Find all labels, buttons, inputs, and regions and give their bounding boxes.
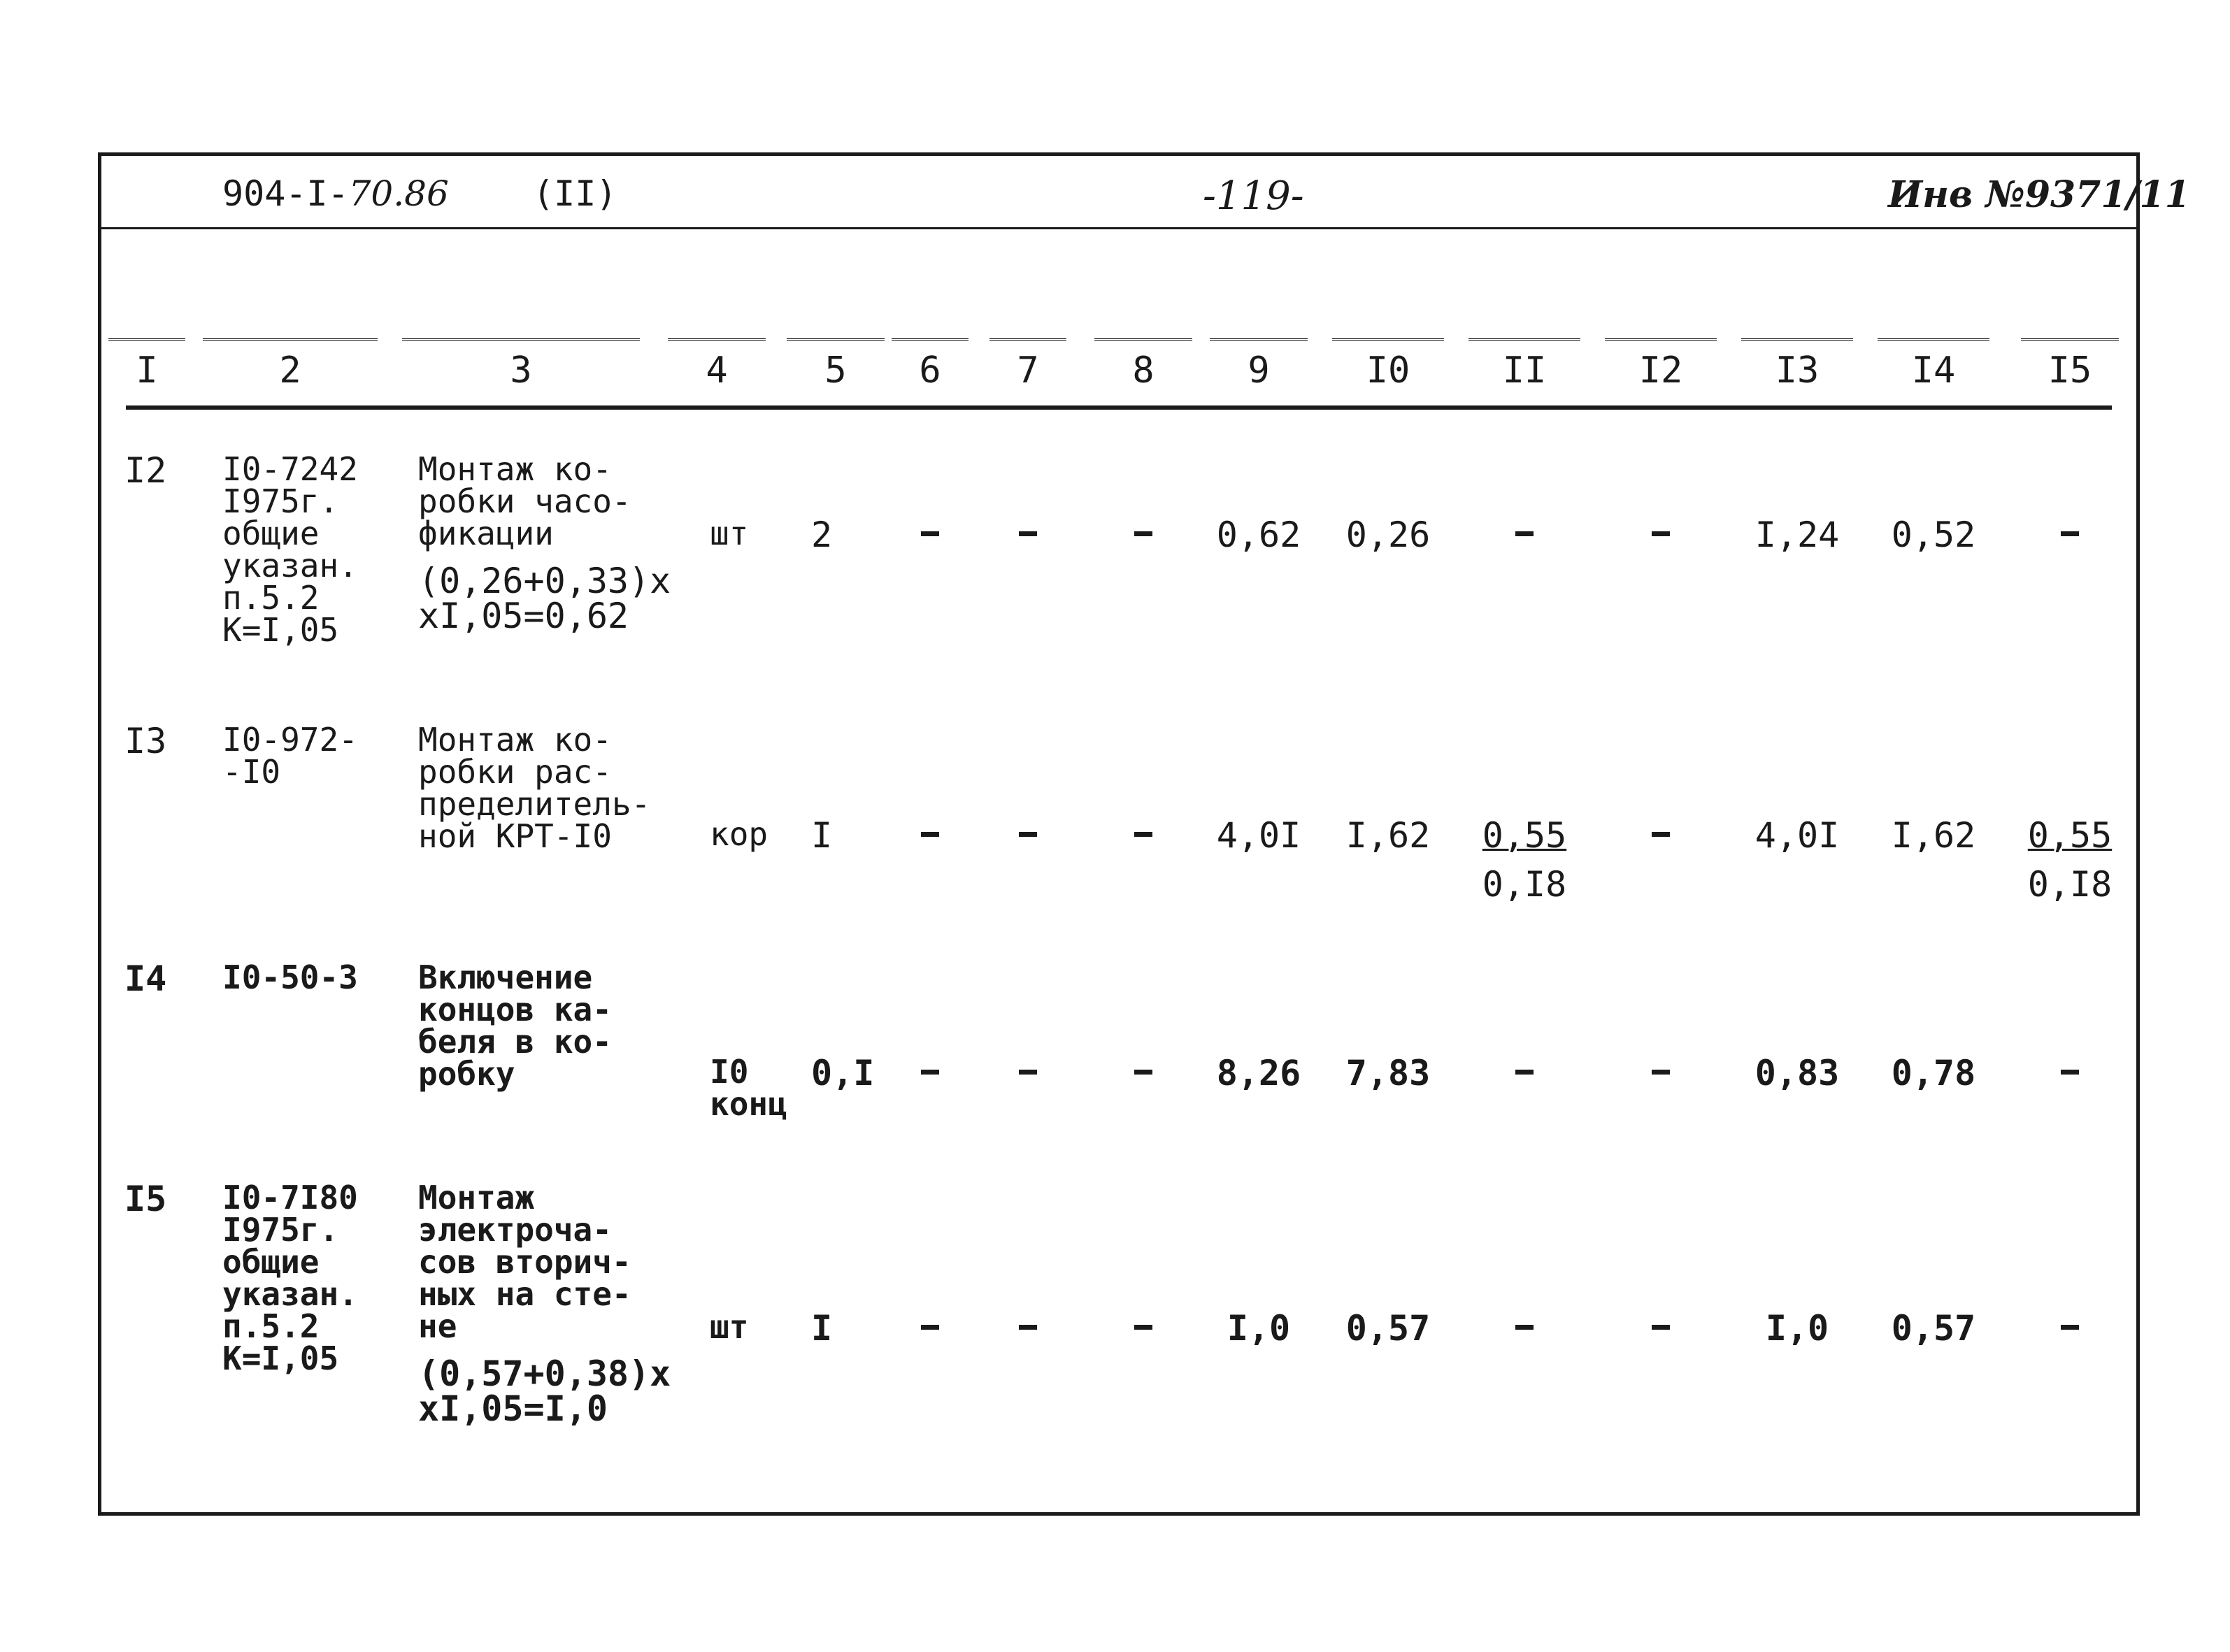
column-header-rule-double bbox=[892, 338, 969, 344]
value-dash bbox=[1134, 531, 1135, 563]
column-header: 8 bbox=[1132, 350, 1155, 392]
doc-code-typed: 904-I- bbox=[222, 173, 349, 214]
value-cell: I,0 bbox=[1227, 1308, 1291, 1349]
column-header-rule-double bbox=[1210, 338, 1308, 344]
column-header: I4 bbox=[1911, 350, 1956, 392]
dash-mark bbox=[2061, 531, 2079, 536]
dash-mark bbox=[921, 1070, 939, 1075]
column-header-rule-double bbox=[1094, 338, 1192, 344]
value-dash bbox=[921, 1070, 922, 1102]
value-dash bbox=[1134, 1325, 1135, 1357]
value-cell: 0,57 bbox=[1891, 1308, 1976, 1349]
value-cell: I,62 bbox=[1345, 815, 1431, 856]
rate-code: I0-50-3 bbox=[222, 958, 358, 996]
column-header-rule-double bbox=[108, 338, 185, 344]
dash-mark bbox=[1019, 531, 1037, 536]
column-header: 9 bbox=[1248, 350, 1270, 392]
column-header-rule-double bbox=[787, 338, 885, 344]
value-dash bbox=[1515, 1325, 1516, 1357]
column-header: 2 bbox=[279, 350, 301, 392]
work-description: Монтаж электроча- сов вторич- ных на сте- не bbox=[418, 1179, 631, 1345]
column-header: 4 bbox=[706, 350, 728, 392]
dash-mark bbox=[1019, 1325, 1037, 1330]
value-dash bbox=[1019, 832, 1020, 864]
value-dash bbox=[1019, 531, 1020, 563]
value-cell-denominator: 0,I8 bbox=[2027, 864, 2113, 905]
column-header: I2 bbox=[1638, 350, 1683, 392]
column-header-rule-double bbox=[1332, 338, 1444, 344]
dash-mark bbox=[1515, 531, 1534, 536]
dash-mark bbox=[1652, 832, 1670, 837]
work-description: Включение концов ка- беля в ко- робку bbox=[418, 958, 612, 1093]
column-header-rule-double bbox=[1741, 338, 1853, 344]
header-rule bbox=[98, 227, 2140, 229]
value-cell: I,62 bbox=[1891, 815, 1976, 856]
dash-mark bbox=[1019, 832, 1037, 837]
column-header-rule bbox=[126, 405, 2112, 410]
column-header-rule-double bbox=[1605, 338, 1717, 344]
value-dash bbox=[921, 832, 922, 864]
row-number: I2 bbox=[124, 450, 167, 491]
column-header-rule-double bbox=[203, 338, 378, 344]
value-cell: 0,57 bbox=[1345, 1308, 1431, 1349]
dash-mark bbox=[921, 531, 939, 536]
value-cell: 0,55 bbox=[1482, 815, 1567, 856]
work-description: Монтаж ко- робки часо- фикации bbox=[418, 450, 631, 552]
column-header: 6 bbox=[919, 350, 941, 392]
value-cell-denominator: 0,I8 bbox=[1482, 864, 1567, 905]
value-cell: I,0 bbox=[1765, 1308, 1829, 1349]
unit: кор bbox=[710, 815, 769, 853]
value-cell: 7,83 bbox=[1345, 1053, 1431, 1093]
quantity: 0,I bbox=[811, 1053, 875, 1093]
doc-code-handwritten: 70.86 bbox=[348, 173, 449, 214]
dash-mark bbox=[1134, 832, 1152, 837]
value-cell: 0,26 bbox=[1345, 515, 1431, 555]
quantity: I bbox=[811, 815, 833, 856]
column-header: II bbox=[1502, 350, 1547, 392]
value-cell: I,24 bbox=[1754, 515, 1840, 555]
value-cell: 8,26 bbox=[1216, 1053, 1301, 1093]
value-cell: 4,0I bbox=[1216, 815, 1301, 856]
value-cell: 0,55 bbox=[2027, 815, 2113, 856]
dash-mark bbox=[1134, 1325, 1152, 1330]
page-number: -119- bbox=[1203, 173, 1304, 219]
unit: I0 конц bbox=[710, 1053, 787, 1123]
dash-mark bbox=[2061, 1325, 2079, 1330]
value-cell: 0,62 bbox=[1216, 515, 1301, 555]
value-cell: 4,0I bbox=[1754, 815, 1840, 856]
value-dash bbox=[1019, 1325, 1020, 1357]
column-header: I5 bbox=[2047, 350, 2092, 392]
column-header-rule-double bbox=[402, 338, 640, 344]
dash-mark bbox=[1652, 1070, 1670, 1075]
value-dash bbox=[1515, 1070, 1516, 1102]
column-header: 7 bbox=[1017, 350, 1039, 392]
dash-mark bbox=[1134, 1070, 1152, 1075]
part-number: (II) bbox=[533, 173, 617, 214]
column-header: I0 bbox=[1366, 350, 1410, 392]
value-dash bbox=[1134, 832, 1135, 864]
value-dash bbox=[1134, 1070, 1135, 1102]
dash-mark bbox=[1019, 1070, 1037, 1075]
column-header: 5 bbox=[824, 350, 847, 392]
row-number: I3 bbox=[124, 721, 167, 761]
column-header: I3 bbox=[1775, 350, 1820, 392]
value-cell: 0,52 bbox=[1891, 515, 1976, 555]
dash-mark bbox=[1515, 1070, 1534, 1075]
dash-mark bbox=[921, 832, 939, 837]
coefficient-formula: (0,57+0,38)х хI,05=I,0 bbox=[418, 1353, 671, 1429]
value-cell: 0,83 bbox=[1754, 1053, 1840, 1093]
column-header-rule-double bbox=[1468, 338, 1580, 344]
dash-mark bbox=[1652, 531, 1670, 536]
coefficient-formula: (0,26+0,33)х хI,05=0,62 bbox=[418, 561, 671, 636]
dash-mark bbox=[2061, 1070, 2079, 1075]
column-header-rule-double bbox=[668, 338, 766, 344]
value-dash bbox=[921, 1325, 922, 1357]
column-header-rule-double bbox=[2021, 338, 2119, 344]
value-cell: 0,78 bbox=[1891, 1053, 1976, 1093]
quantity: 2 bbox=[811, 515, 833, 555]
work-description: Монтаж ко- робки рас- пределитель- ной КРТ-I0 bbox=[418, 721, 651, 855]
row-number: I5 bbox=[124, 1179, 167, 1219]
rate-code: I0-7I80 I975г. общие указан. п.5.2 К=I,05 bbox=[222, 1179, 358, 1377]
dash-mark bbox=[921, 1325, 939, 1330]
dash-mark bbox=[1515, 1325, 1534, 1330]
column-header: 3 bbox=[510, 350, 532, 392]
dash-mark bbox=[1134, 531, 1152, 536]
document-code bbox=[222, 173, 449, 214]
row-number: I4 bbox=[124, 958, 167, 999]
rate-code: I0-972- -I0 bbox=[222, 721, 358, 791]
value-dash bbox=[921, 531, 922, 563]
column-header-rule-double bbox=[989, 338, 1066, 344]
value-dash bbox=[1515, 531, 1516, 563]
quantity: I bbox=[811, 1308, 833, 1349]
value-dash bbox=[1019, 1070, 1020, 1102]
unit: шт bbox=[710, 1308, 749, 1346]
unit: шт bbox=[710, 515, 749, 552]
column-header-rule-double bbox=[1878, 338, 1989, 344]
inventory-number: Инв №9371/11 bbox=[1888, 173, 2190, 216]
rate-code: I0-7242 I975г. общие указан. п.5.2 К=I,05 bbox=[222, 450, 358, 649]
dash-mark bbox=[1652, 1325, 1670, 1330]
column-header: I bbox=[136, 350, 158, 392]
